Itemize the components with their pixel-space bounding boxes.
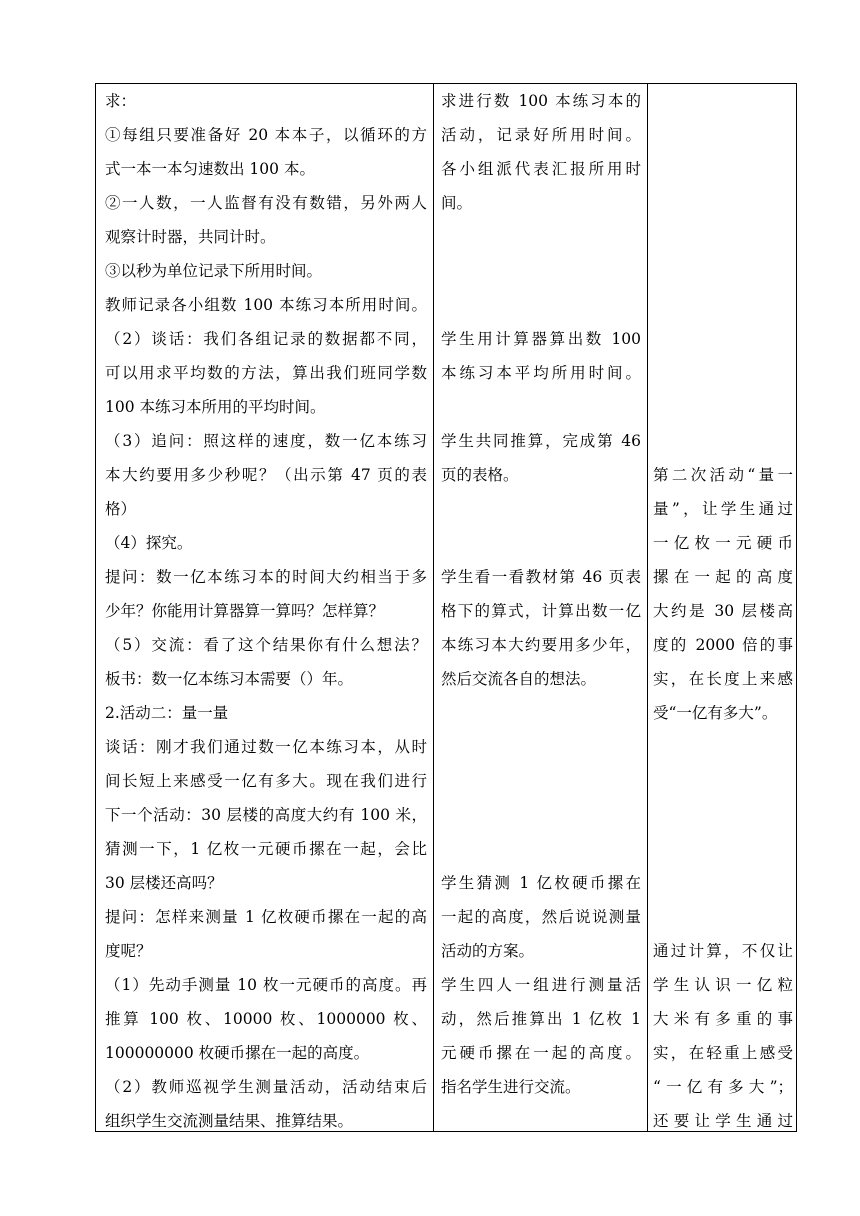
process-line: 教师记录各小组数 100 本练习本所用时间。 (105, 296, 427, 314)
design-intent-column (647, 84, 796, 1131)
process-line: ③以秒为单位记录下所用时间。 (105, 262, 323, 280)
student-line: 页的表格。 (441, 466, 519, 484)
process-line: ①每组只要准备好 20 本本子，以循环的方 (105, 126, 427, 144)
process-line: 2.活动二：量一量 (105, 704, 229, 722)
student-line: 本练习本平均所用时间。 (441, 364, 641, 382)
process-line: 少年？你能用计算器算一算吗？怎样算？ (105, 602, 385, 620)
process-line: 谈话：刚才我们通过数一亿本练习本，从时 (105, 738, 427, 756)
intent-line: 通过计算，不仅让 (653, 942, 793, 960)
student-line: 学生共同推算，完成第 46 (441, 432, 641, 450)
process-line: 100000000 枚硬币摞在一起的高度。 (105, 1044, 370, 1062)
student-line: 活动，记录好所用时间。 (441, 126, 641, 144)
student-line: 元硬币摞在一起的高度。 (441, 1044, 641, 1062)
intent-line: 受“一亿有多大”。 (653, 704, 778, 722)
process-line: （3）追问：照这样的速度，数一亿本练习 (105, 432, 427, 450)
process-line: 提问：怎样来测量 1 亿枚硬币摞在一起的高 (105, 908, 427, 926)
intent-line: 实，在轻重上感受 (653, 1044, 793, 1062)
student-line: 格下的算式，计算出数一亿 (441, 602, 641, 620)
student-line: 学生四人一组进行测量活 (441, 976, 641, 994)
process-line: 猜测一下，1 亿枚一元硬币摞在一起，会比 (105, 840, 427, 858)
process-line: （4）探究。 (105, 534, 193, 552)
student-line: 然后交流各自的想法。 (441, 670, 597, 688)
student-line: 各小组派代表汇报所用时 (441, 160, 641, 178)
intent-line: 学生认识一亿粒 (653, 976, 793, 994)
student-line: 本练习本大约要用多少年， (441, 636, 641, 654)
student-line: 求进行数 100 本练习本的 (441, 92, 641, 110)
process-line: （5）交流：看了这个结果你有什么想法？ (105, 636, 427, 654)
intent-line: 还要让学生通过 (653, 1112, 793, 1130)
teaching-process-column (96, 84, 434, 1131)
student-line: 学生猜测 1 亿枚硬币摞在 (441, 874, 641, 892)
process-line: 间长短上来感受一亿有多大。现在我们进行 (105, 772, 427, 790)
lesson-table (95, 83, 797, 1132)
intent-line: 大约是 30 层楼高 (653, 602, 793, 620)
process-line: 观察计时器，共同计时。 (105, 228, 276, 246)
intent-line: 摞在一起的高度 (653, 568, 793, 586)
intent-line: 第二次活动“量一 (653, 466, 793, 484)
intent-line: 度的 2000 倍的事 (653, 636, 793, 654)
process-line: （2）谈话：我们各组记录的数据都不同， (105, 330, 427, 348)
process-line: （1）先动手测量 10 枚一元硬币的高度。再 (105, 976, 427, 994)
process-line: ②一人数，一人监督有没有数错，另外两人 (105, 194, 427, 212)
process-line: 组织学生交流测量结果、推算结果。 (105, 1112, 354, 1130)
intent-line: 大米有多重的事 (653, 1010, 793, 1028)
student-line: 指名学生进行交流。 (441, 1078, 581, 1096)
process-line: 提问：数一亿本练习本的时间大约相当于多 (105, 568, 427, 586)
process-line: 板书：数一亿本练习本需要（）年。 (105, 670, 354, 688)
process-line: 式一本一本匀速数出 100 本。 (105, 160, 315, 178)
process-line: 本大约要用多少秒呢？（出示第 47 页的表 (105, 466, 427, 484)
student-activity-column (433, 84, 648, 1131)
intent-line: “一亿有多大”； (653, 1078, 793, 1096)
student-line: 一起的高度，然后说说测量 (441, 908, 641, 926)
process-line: 格） (105, 500, 137, 518)
intent-line: 量”，让学生通过 (653, 500, 793, 518)
student-line: 学生用计算器算出数 100 (441, 330, 641, 348)
student-line: 间。 (441, 194, 473, 212)
intent-line: 一亿枚一元硬币 (653, 534, 793, 552)
process-line: 推算 100 枚、10000 枚、1000000 枚、 (105, 1010, 427, 1028)
student-line: 动，然后推算出 1 亿枚 1 (441, 1010, 641, 1028)
process-line: 可以用求平均数的方法，算出我们班同学数 (105, 364, 427, 382)
process-line: （2）教师巡视学生测量活动，活动结束后 (105, 1078, 427, 1096)
process-line: 30 层楼还高吗？ (105, 874, 223, 892)
intent-line: 实，在长度上来感 (653, 670, 793, 688)
process-line: 下一个活动：30 层楼的高度大约有 100 米， (105, 806, 427, 824)
process-line: 求： (105, 92, 137, 110)
student-line: 活动的方案。 (441, 942, 535, 960)
process-line: 度呢？ (105, 942, 152, 960)
student-line: 学生看一看教材第 46 页表 (441, 568, 641, 586)
process-line: 100 本练习本所用的平均时间。 (105, 398, 326, 416)
